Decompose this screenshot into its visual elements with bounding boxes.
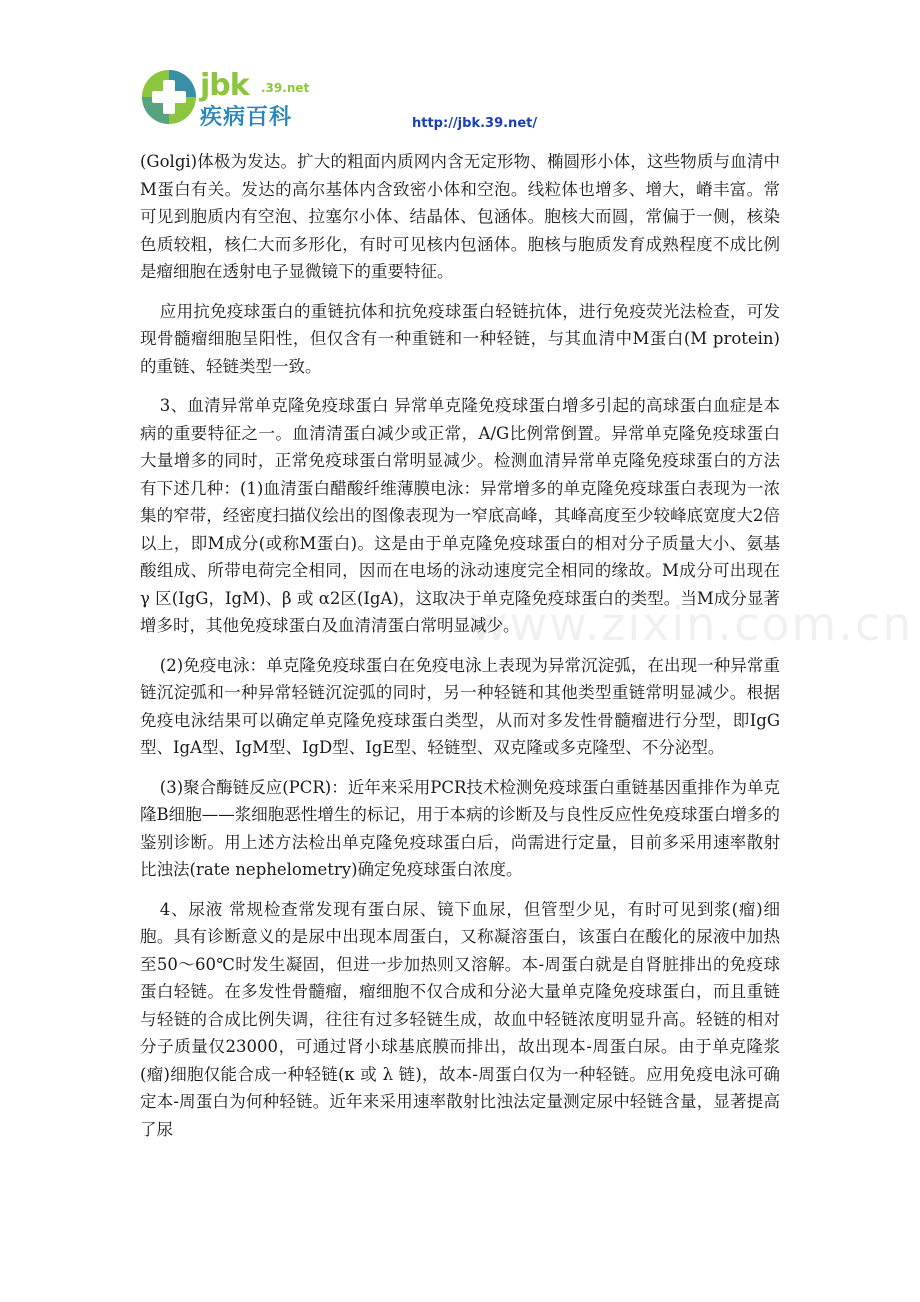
logo-brand: jbk xyxy=(200,68,249,103)
site-url-link[interactable]: http://jbk.39.net/ xyxy=(412,116,538,131)
article-body xyxy=(140,148,780,1155)
logo-cross-icon xyxy=(140,68,198,126)
watermark: www.zixin.com.cn xyxy=(470,597,914,651)
logo-subtitle: 疾病百科 xyxy=(200,105,293,130)
page-header xyxy=(0,0,920,140)
paragraph-golgi: (Golgi)体极为发达。扩大的粗面内质网内含无定形物、椭圆形小体，这些物质与血清中M蛋白有关。发达的高尔基体内含致密小体和空泡。线粒体也增多、增大，嵴丰富。常可见到胞质内有空泡、拉塞尔小体、结晶体、包涵体。胞核大而圆，常偏于一侧，核染色质较粗，核仁大而多形化，有时可见核内包涵体。胞核与胞质发育成熟程度不成比例是瘤细胞在透射电子显微镜下的重要特征。 xyxy=(140,152,780,281)
paragraph-serum-monoclonal: 3、血清异常单克隆免疫球蛋白 异常单克隆免疫球蛋白增多引起的高球蛋白血症是本病的重要特征之一。血清清蛋白减少或正常，A/G比例常倒置。异常单克隆免疫球蛋白大量增多的同时，正常免疫球蛋白常明显减少。检测血清异常单克隆免疫球蛋白的方法有下述几种：(1)血清蛋白醋酸纤维薄膜电泳：异常增多的单克隆免疫球蛋白表现为一浓集的窄带，经密度扫描仪绘出的图像表现为一窄底高峰，其峰高度至少较峰底宽度大2倍以上，即M成分(或称M蛋白)。这是由于单克隆免疫球蛋白的相对分子质量大小、氨基酸组成、所带电荷完全相同，因而在电场的泳动速度完全相同的缘故。M成分可出现在 γ 区(IgG，IgM)、β 或 α2区(IgA)，这取决于单克隆免疫球蛋白的类型。当M成分显著增多时，其他免疫球蛋白及血清清蛋白常明显减少。 xyxy=(140,396,780,635)
paragraph-immunofluorescence: 应用抗免疫球蛋白的重链抗体和抗免疫球蛋白轻链抗体，进行免疫荧光法检查，可发现骨髓瘤细胞呈阳性，但仅含有一种重链和一种轻链，与其血清中M蛋白(M protein)的重链、轻链类型一致。 xyxy=(140,301,780,376)
paragraph-urine: 4、尿液 常规检查常发现有蛋白尿、镜下血尿，但管型少见，有时可见到浆(瘤)细胞。具有诊断意义的是尿中出现本周蛋白，又称凝溶蛋白，该蛋白在酸化的尿液中加热至50～60℃时发生凝固，但进一步加热则又溶解。本-周蛋白就是自肾脏排出的免疫球蛋白轻链。在多发性骨髓瘤，瘤细胞不仅合成和分泌大量单克隆免疫球蛋白，而且重链与轻链的合成比例失调，往往有过多轻链生成，故血中轻链浓度明显升高。轻链的相对分子质量仅23000，可通过肾小球基底膜而排出，故出现本-周蛋白尿。由于单克隆浆(瘤)细胞仅能合成一种轻链(κ 或 λ 链)，故本-周蛋白仅为一种轻链。应用免疫电泳可确定本-周蛋白为何种轻链。近年来采用速率散射比浊法定量测定尿中轻链含量，显著提高了尿 xyxy=(140,899,780,1139)
logo-domain-suffix: .39.net xyxy=(261,81,310,95)
paragraph-immunoelectrophoresis: (2)免疫电泳：单克隆免疫球蛋白在免疫电泳上表现为异常沉淀弧，在出现一种异常重链沉淀弧和一种异常轻链沉淀弧的同时，另一种轻链和其他类型重链常明显减少。根据免疫电泳结果可以确定单克隆免疫球蛋白类型，从而对多发性骨髓瘤进行分型，即IgG型、IgA型、IgM型、IgD型、IgE型、轻链型、双克隆或多克隆型、不分泌型。 xyxy=(140,655,780,757)
paragraph-pcr: (3)聚合酶链反应(PCR)：近年来采用PCR技术检测免疫球蛋白重链基因重排作为单克隆B细胞——浆细胞恶性增生的标记，用于本病的诊断及与良性反应性免疫球蛋白增多的鉴别诊断。用上述方法检出单克隆免疫球蛋白后，尚需进行定量，目前多采用速率散射比浊法(rate nephelometry)确定免疫球蛋白浓度。 xyxy=(140,777,780,879)
site-logo[interactable] xyxy=(140,66,310,128)
